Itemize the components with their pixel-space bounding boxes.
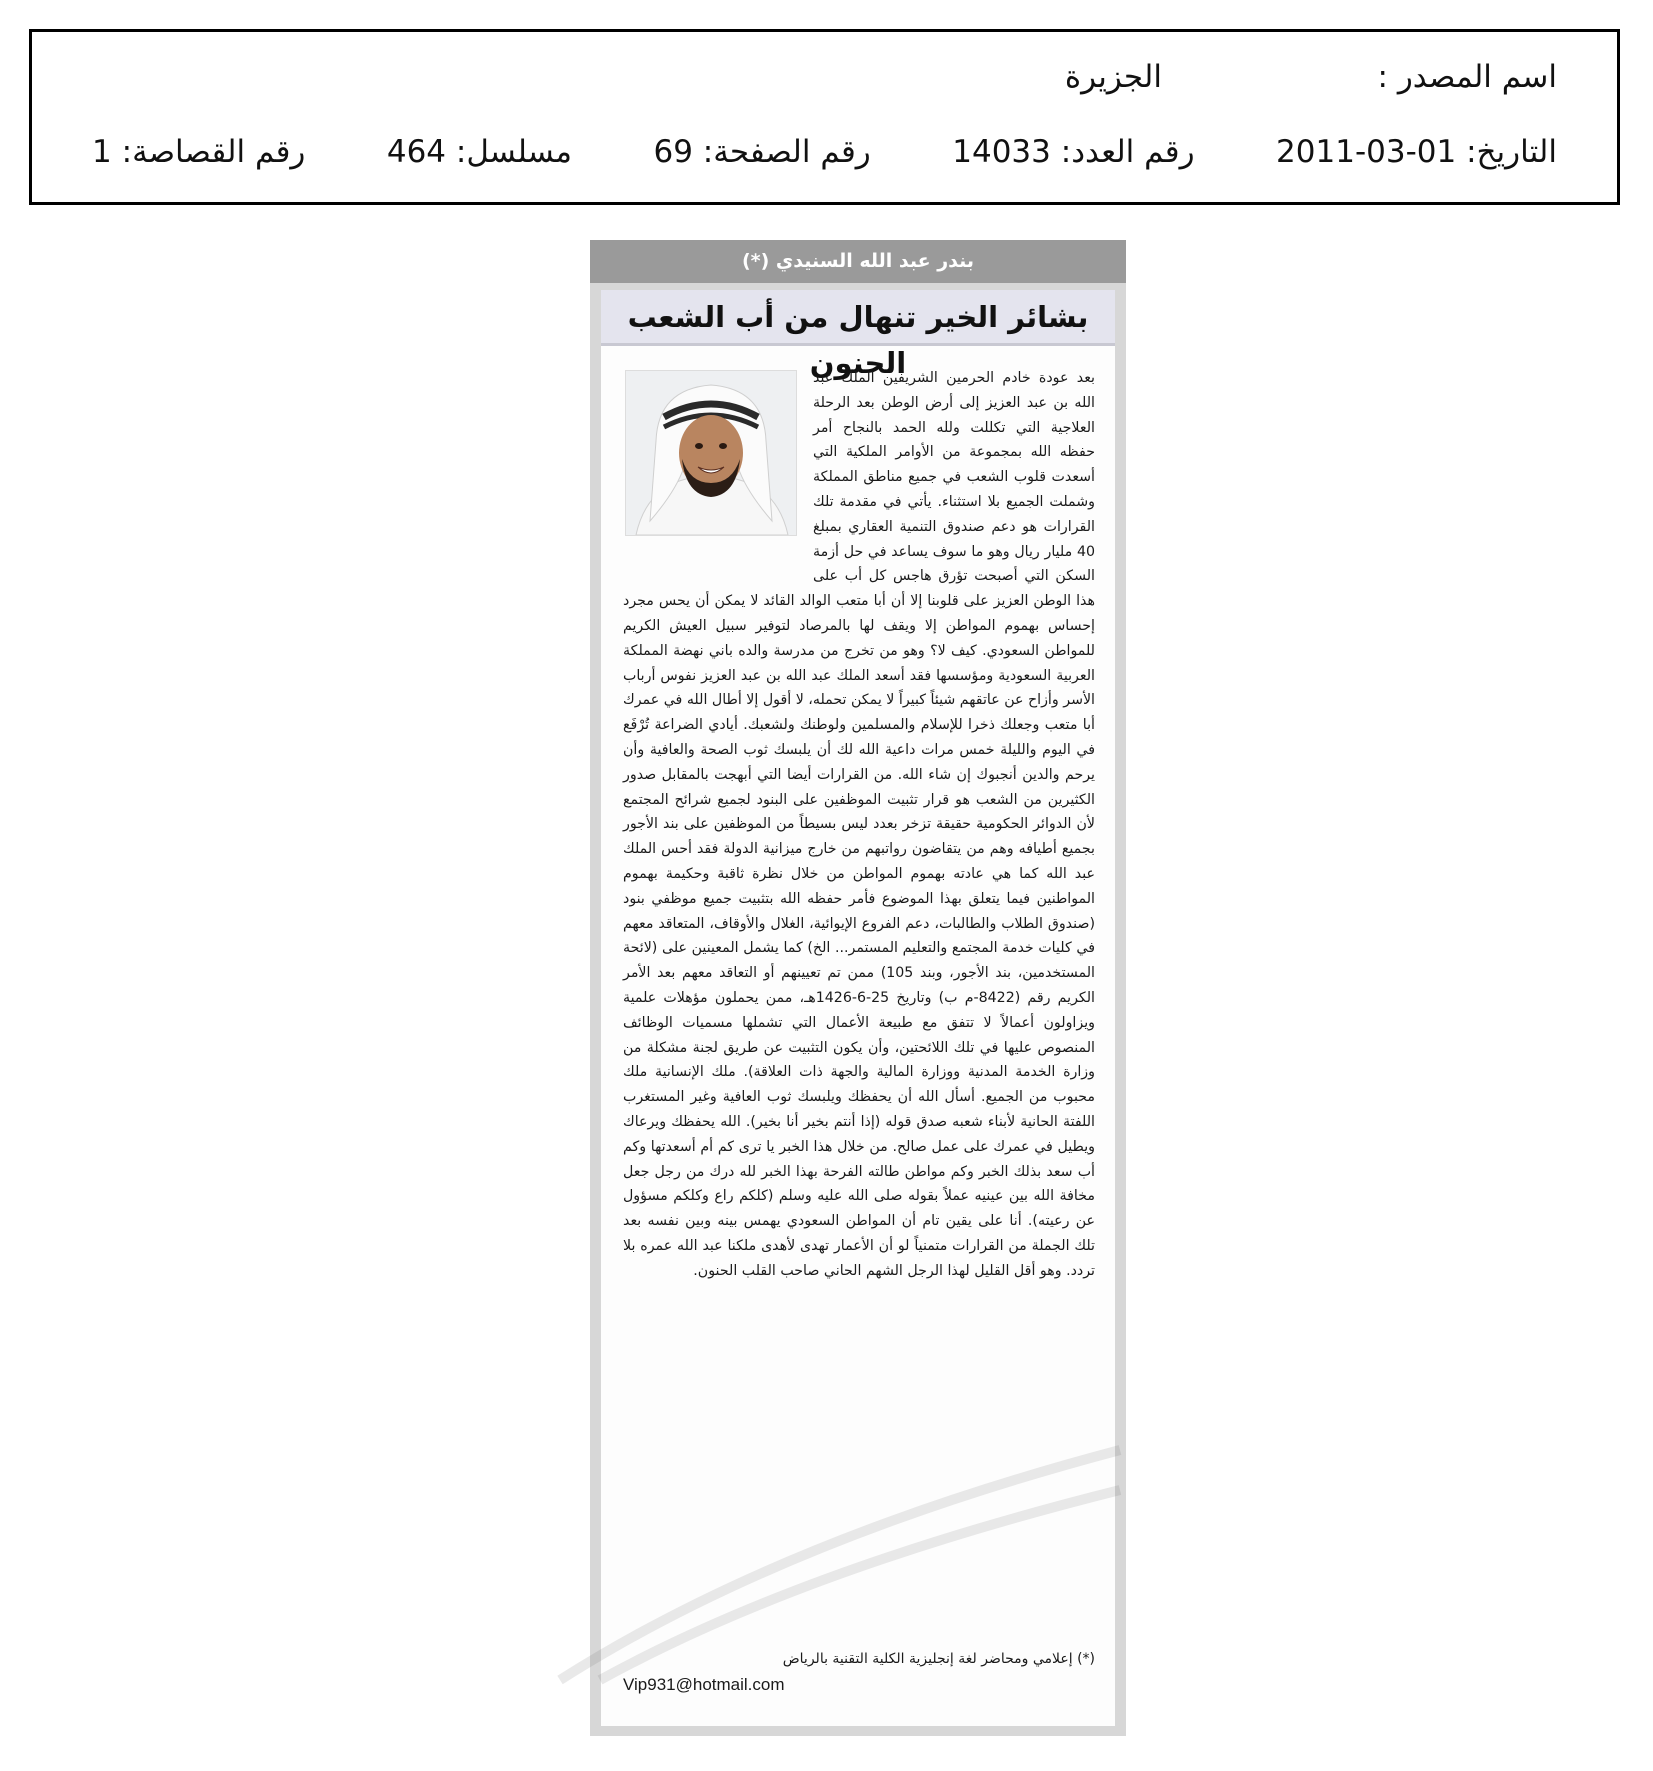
issue-field — [952, 127, 1194, 177]
source-value: الجزيرة — [1064, 59, 1162, 95]
date-label: التاريخ: — [1466, 134, 1557, 170]
photo-wrap-spacer — [623, 366, 813, 572]
clip-number-label: رقم القصاصة: — [121, 134, 306, 170]
source-label: اسم المصدر : — [1377, 59, 1557, 95]
clipping-metadata-box — [29, 29, 1620, 205]
article-body-text: بعد عودة خادم الحرمين الشريفين الملك عبد الله بن عبد العزيز إلى أرض الوطن بعد الرحلة العلاجية التي تكللت ولله الحمد بالنجاح أمر حفظه الله بمجموعة من الأوامر الملكية التي أسعدت قلوب الشعب في جميع مناطق المملكة وشملت الجميع بلا استثناء. يأتي في مقدمة تلك القرارات هو دعم صندوق التنمية العقاري بمبلغ 40 مليار ريال وهو ما سوف يساعد في حل أزمة السكن التي أصبحت تؤرق هاجس كل أب على هذا الوطن العزيز على قلوبنا إلا أن أبا متعب الوالد القائد لا يمكن أن يحس مجرد إحساس بهموم المواطن إلا ويقف لها بالمرصاد لتوفير سبيل العيش الكريم للمواطن السعودي. كيف لا؟ وهو من تخرج من مدرسة والده باني نهضة المملكة العربية السعودية ومؤسسها فقد أسعد الملك عبد الله بن عبد العزيز نفوس أرباب الأسر وأزاح عن عاتقهم شيئاً كبيراً لا يمكن تحمله، لا أقول إلا أطال الله في عمرك أبا متعب وجعلك ذخرا للإسلام والمسلمين ولوطنك ولشعبك. أيادي الضراعة تُرْفَع في اليوم والليلة خمس مرات داعية الله لك أن يلبسك ثوب الصحة والعافية وأن يرحم والدين أنجبوك إن شاء الله. من القرارات أيضا التي أبهجت بالمقابل صدور الكثيرين من الشعب هو قرار تثبيت الموظفين على البنود لجميع شرائح المجتمع لأن الدوائر الحكومية حقيقة تزخر بعدد ليس بسيطاً من الموظفين على بند الأجور بجميع أطيافه وهم من يتقاضون رواتبهم من خارج ميزانية الدولة فقد أحس الملك عبد الله كما هي عادته بهموم المواطن من خلال نظرة ثاقبة وحكيمة بهموم المواطنين فيما يتعلق بهذا الموضوع فأمر حفظه الله بتثبيت جميع موظفي بنود (صندوق الطلاب والطالبات، دعم الفروع الإيوائية، الغلال والأوقاف، المتعاقد معهم في كليات خدمة المجتمع والتعليم المستمر... الخ) كما يشمل المعينين على (لائحة المستخدمين، بند الأجور، وبند 105) ممن تم تعيينهم أو التعاقد معهم بعد الأمر الكريم رقم (8422-م ب) وتاريخ 25-6-1426هـ، ممن يحملون مؤهلات علمية ويزاولون أعمالاً لا تتفق مع طبيعة الأعمال التي تشملها مسميات الوظائف المنصوص عليها في تلك اللائحتين، وأن يكون التثبيت عن طريق لجنة مشكلة من وزارة الخدمة المدنية ووزارة المالية والجهة ذات العلاقة). ملك الإنسانية ملك محبوب من الجميع. أسأل الله أن يحفظك ويلبسك ثوب العافية وغير المستغرب اللفتة الحانية لأبناء شعبه صدق قوله (إذا أنتم بخير أنا بخير). الله يحفظك ويرعاك ويطيل في عمرك على عمل صالح. من خلال هذا الخبر يا ترى كم أم أسعدتها وكم أب سعد بذلك الخبر وكم مواطن طالته الفرحة بهذا الخبر لله درك من رجل جعل مخافة الله بين عينيه عملاً بقوله صلى الله عليه وسلم (كلكم راع وكلكم مسؤول عن رعيته). أنا على يقين تام أن المواطن السعودي يهمس بينه وبين نفسه بعد تلك الجملة من القرارات متمنياً لو أن الأعمار تهدى لأهدى ملكنا عبد الله عمره بلا تردد. وهو أقل القليل لهذا الرجل الشهم الحاني صاحب القلب الحنون. — [623, 370, 1095, 1279]
author-byline: بندر عبد الله السنيدي (*) — [590, 240, 1126, 283]
page-field — [653, 127, 870, 177]
serial-label: مسلسل: — [455, 134, 572, 170]
source-row — [92, 52, 1557, 102]
issue-value: 14033 — [952, 134, 1051, 170]
clip-number-value: 1 — [92, 134, 112, 170]
date-field — [1276, 127, 1557, 177]
clip-number-field — [92, 127, 305, 177]
details-row — [92, 127, 1557, 177]
article-body — [623, 366, 1095, 1283]
serial-value: 464 — [386, 134, 447, 170]
article-headline: بشائر الخير تنهال من أب الشعب الحنون — [627, 300, 1089, 380]
article-panel — [601, 290, 1115, 1726]
page-value: 69 — [653, 134, 693, 170]
page-label: رقم الصفحة: — [702, 134, 871, 170]
author-footnote: (*) إعلامي ومحاضر لغة إنجليزية الكلية التقنية بالرياض — [782, 1651, 1095, 1667]
serial-field — [387, 127, 572, 177]
date-value: 2011-03-01 — [1276, 134, 1457, 170]
issue-label: رقم العدد: — [1060, 134, 1195, 170]
newspaper-clipping — [590, 240, 1126, 1736]
author-email: Vip931@hotmail.com — [623, 1675, 785, 1694]
